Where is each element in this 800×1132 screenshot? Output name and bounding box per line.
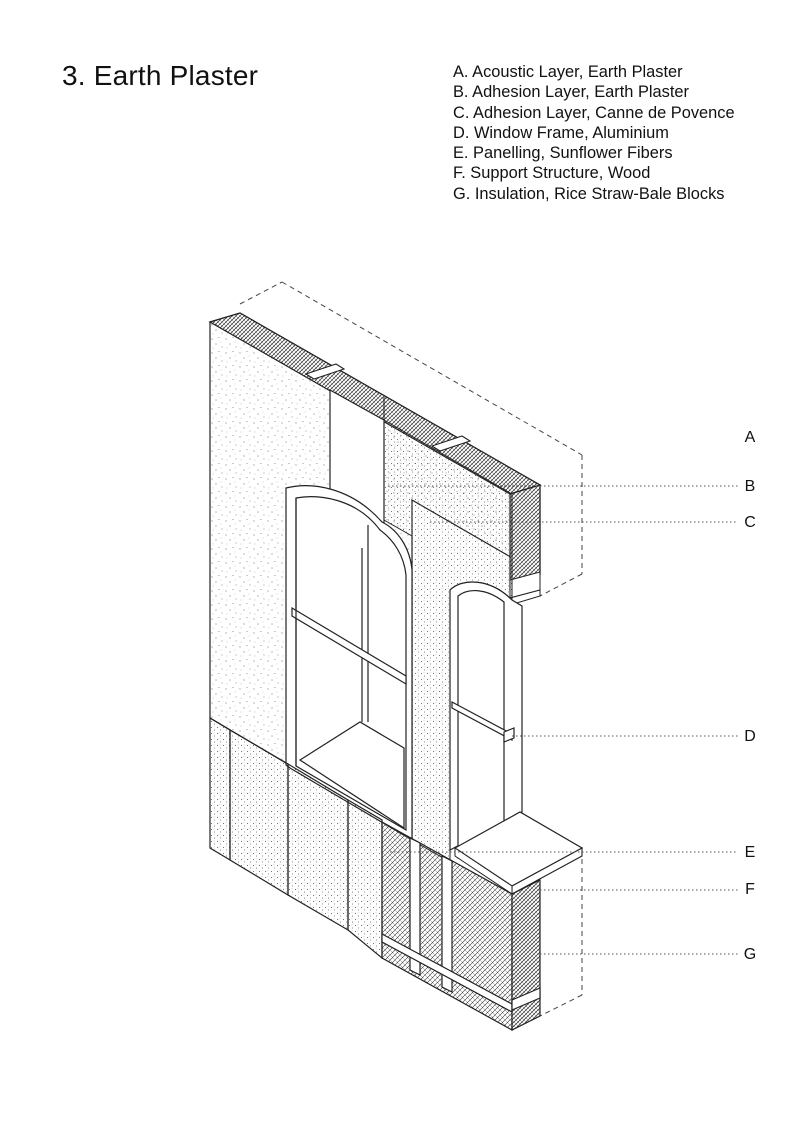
callout-e: E xyxy=(744,844,756,861)
legend-item-g: G. Insulation, Rice Straw-Bale Blocks xyxy=(453,184,725,203)
callout-c: C xyxy=(744,514,756,531)
legend-item-d: D. Window Frame, Aluminium xyxy=(453,123,669,142)
legend-item-a: A. Acoustic Layer, Earth Plaster xyxy=(453,63,683,81)
callout-f: F xyxy=(745,881,755,898)
legend-item-b: B. Adhesion Layer, Earth Plaster xyxy=(453,83,689,102)
callout-a: A xyxy=(744,429,756,446)
legend-item-c: C. Adhesion Layer, Canne de Povence xyxy=(453,103,735,122)
legend-item-e: E. Panelling, Sunflower Fibers xyxy=(453,144,673,163)
callout-d: D xyxy=(744,728,756,745)
callout-b: B xyxy=(744,478,756,495)
callout-g: G xyxy=(743,946,757,963)
diagram-title: 3. Earth Plaster xyxy=(62,60,259,91)
legend-item-f: F. Support Structure, Wood xyxy=(453,164,651,183)
